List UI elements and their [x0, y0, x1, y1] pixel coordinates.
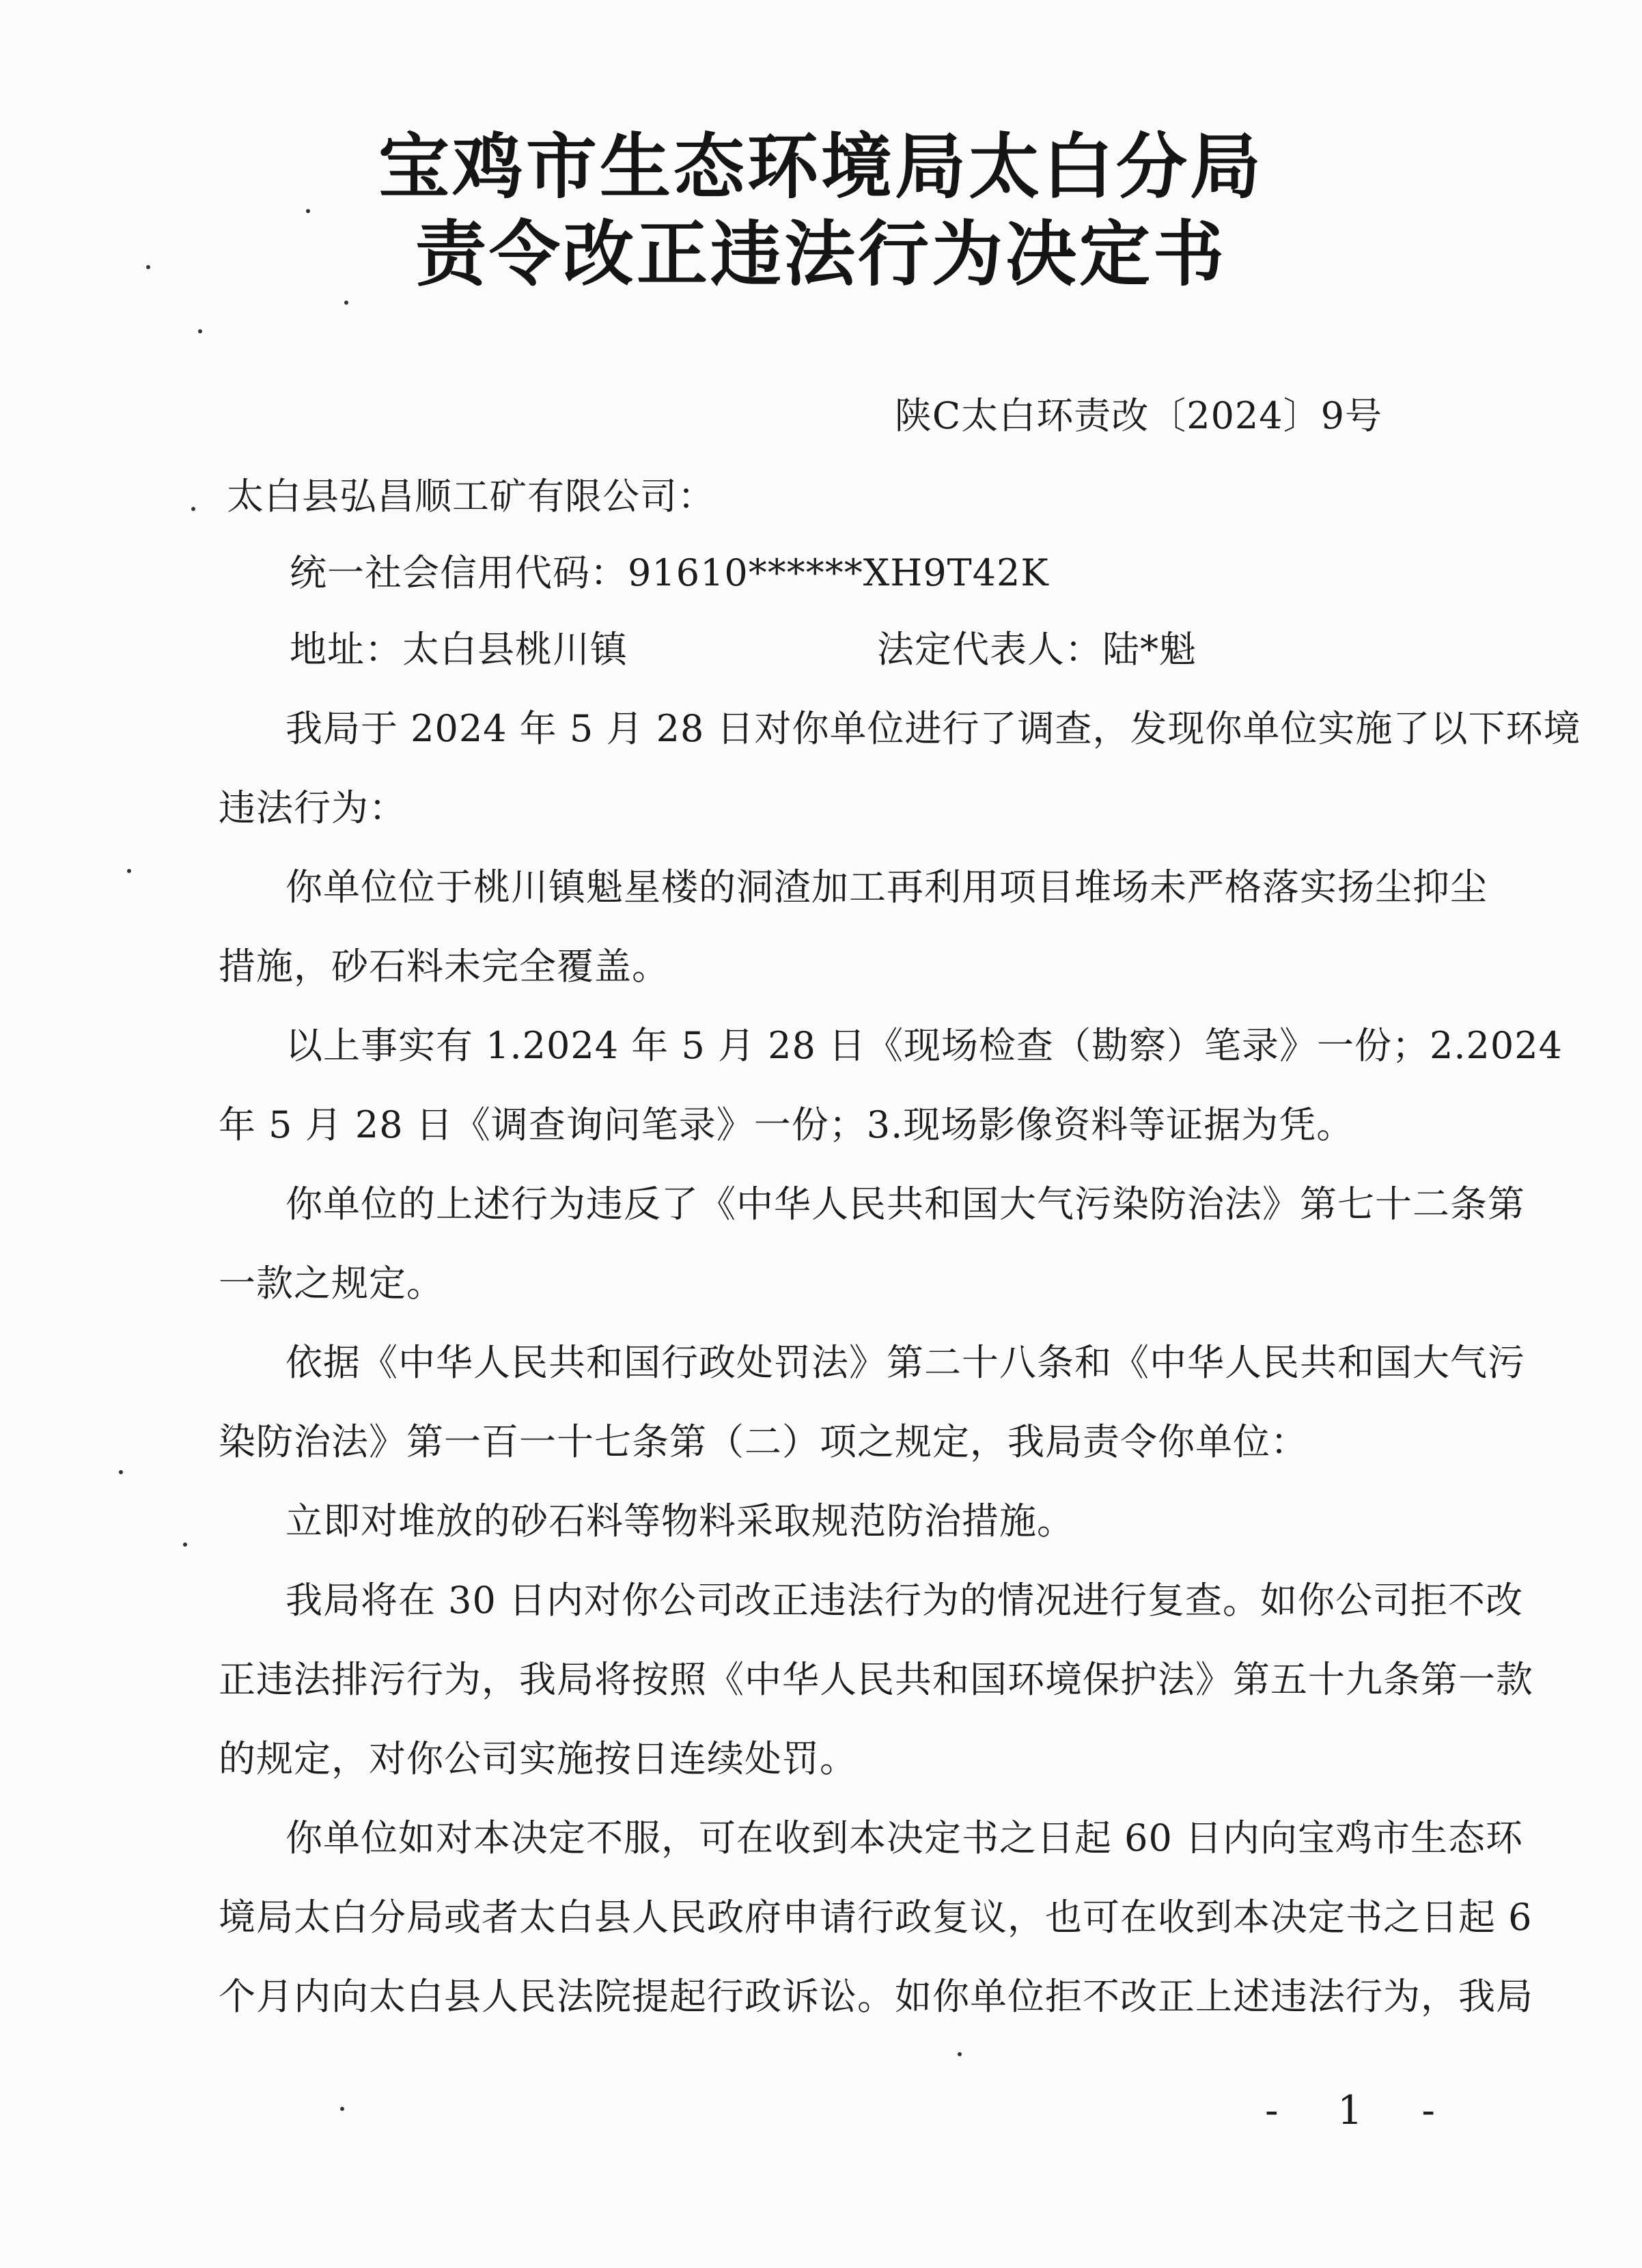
body-line: 以上事实有 1.2024 年 5 月 28 日《现场检查（勘察）笔录》一份；2.2024 [286, 1024, 1563, 1067]
scan-speck [340, 2107, 344, 2111]
scan-speck [958, 2052, 962, 2056]
body-line: 依据《中华人民共和国行政处罚法》第二十八条和《中华人民共和国大气污 [286, 1341, 1525, 1384]
body-line: 我局将在 30 日内对你公司改正违法行为的情况进行复查。如你公司拒不改 [286, 1579, 1524, 1622]
credit-code: 统一社会信用代码：91610******XH9T42K [290, 551, 1049, 594]
body-line: 你单位如对本决定不服，可在收到本决定书之日起 60 日内向宝鸡市生态环 [286, 1816, 1524, 1859]
body-line: 个月内向太白县人民法院提起行政诉讼。如你单位拒不改正上述违法行为，我局 [219, 1975, 1533, 2018]
body-line: 违法行为： [219, 786, 406, 829]
body-line: 你单位的上述行为违反了《中华人民共和国大气污染防治法》第七十二条第 [286, 1183, 1525, 1226]
document-title-line-1: 宝鸡市生态环境局太白分局 [378, 125, 1264, 208]
scan-speck [191, 507, 195, 511]
addressee: 太白县弘昌顺工矿有限公司： [227, 475, 715, 518]
body-line: 境局太白分局或者太白县人民政府申请行政复议，也可在收到本决定书之日起 6 [219, 1896, 1533, 1939]
scan-speck [119, 1470, 123, 1474]
body-line: 年 5 月 28 日《调查询问笔录》一份；3.现场影像资料等证据为凭。 [219, 1103, 1354, 1146]
body-line: 立即对堆放的砂石料等物料采取规范防治措施。 [286, 1499, 1074, 1543]
scan-speck [344, 301, 348, 305]
document-number: 陕C太白环责改〔2024〕9号 [894, 394, 1382, 437]
scan-speck [306, 209, 310, 213]
body-line: 一款之规定。 [219, 1262, 444, 1305]
legal-representative: 法定代表人：陆*魁 [877, 628, 1197, 671]
body-line: 染防治法》第一百一十七条第（二）项之规定，我局责令你单位： [219, 1420, 1308, 1463]
scan-speck [146, 265, 150, 269]
scan-speck [127, 869, 131, 873]
body-line: 的规定，对你公司实施按日连续处罚。 [219, 1737, 857, 1780]
document-title-line-2: 责令改正违法行为决定书 [415, 212, 1227, 296]
body-line: 我局于 2024 年 5 月 28 日对你单位进行了调查，发现你单位实施了以下环境 [286, 707, 1581, 750]
page-number: - 1 - [1265, 2087, 1458, 2133]
scan-speck [198, 329, 202, 333]
company-address: 地址：太白县桃川镇 [290, 628, 628, 671]
body-line: 正违法排污行为，我局将按照《中华人民共和国环境保护法》第五十九条第一款 [219, 1658, 1533, 1701]
body-line: 措施，砂石料未完全覆盖。 [219, 945, 669, 988]
scan-speck [183, 1543, 187, 1547]
body-line: 你单位位于桃川镇魁星楼的洞渣加工再利用项目堆场未严格落实扬尘抑尘 [286, 866, 1488, 909]
